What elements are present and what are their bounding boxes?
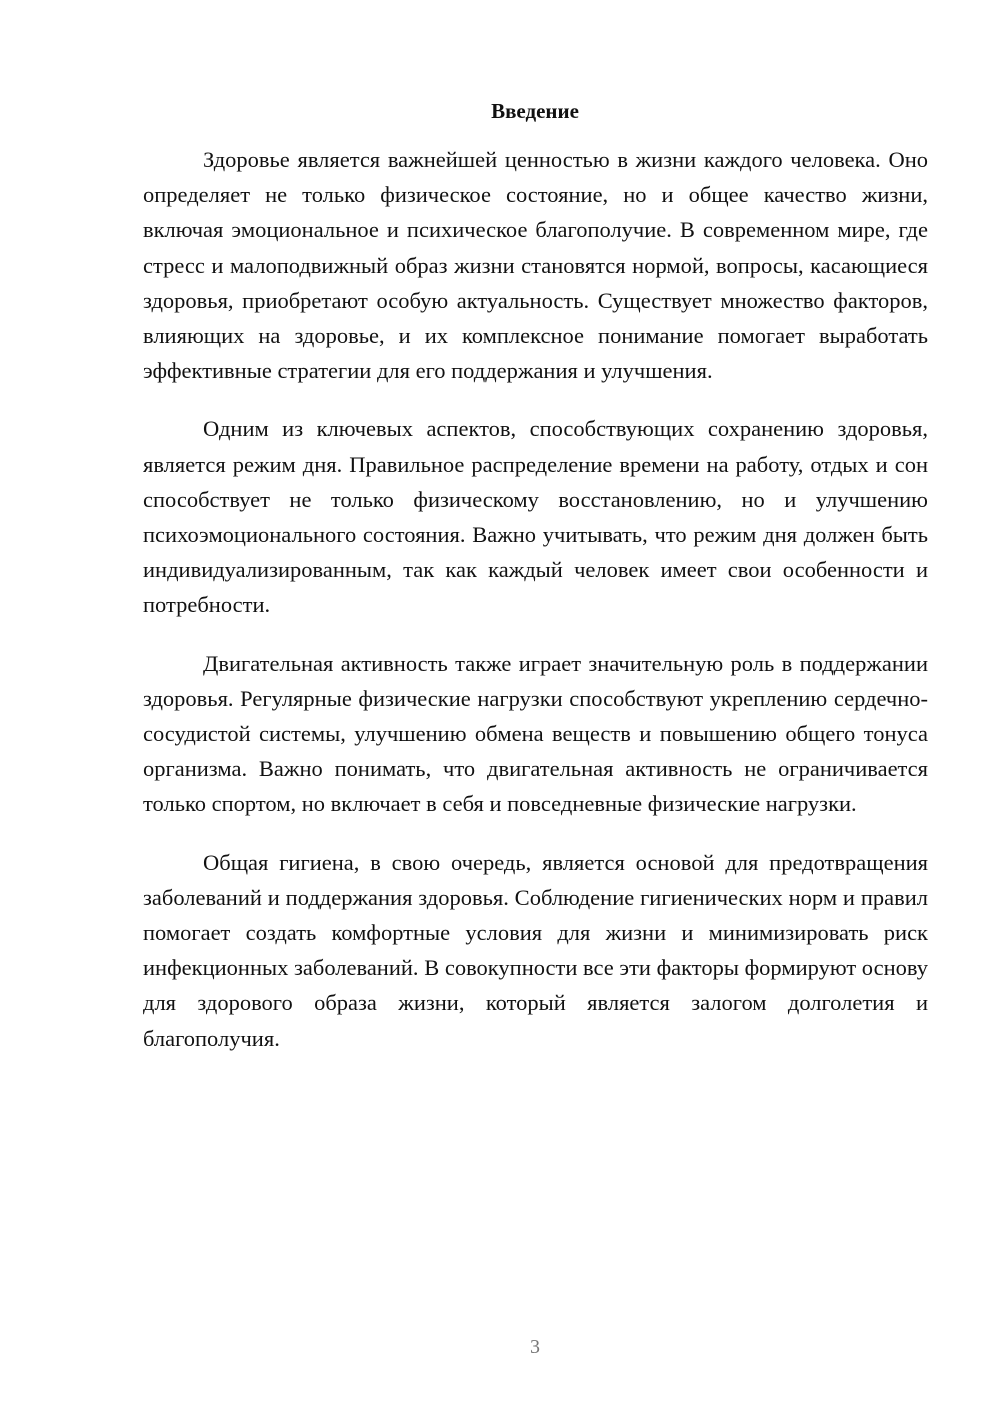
page-number: 3 xyxy=(530,1336,540,1358)
paragraph-hygiene: Общая гигиена, в свою очередь, является основой для предотвращения заболеваний и поддержания здоровья. Соблюдение гигиенических норм и правил помогает создать комфортные условия для жизни и минимизировать риск инфекционных заболеваний. В совокупности все эти факторы формируют основу для здорового образа жизни, который является залогом долголетия и благополучия. xyxy=(143,849,928,1051)
paragraph-physical-activity: Двигательная активность также играет значительную роль в поддержании здоровья. Регулярные физические нагрузки способствуют укреплению сердечно-сосудистой системы, улучшению обмена веществ и повышению общего тонуса организма. Важно понимать, что двигательная активность не ограничивается только спортом, но включает в себя и повседневные физические нагрузки. xyxy=(143,650,928,817)
page-title: Введение xyxy=(491,99,579,123)
document-body xyxy=(143,142,928,1079)
paragraph-daily-routine: Одним из ключевых аспектов, способствующих сохранению здоровья, является режим дня. Правильное распределение времени на работу, отдых и сон способствует не только физическому восстановлению, но и улучшению психоэмоционального состояния. Важно учитывать, что режим дня должен быть индивидуализированным, так как каждый человек имеет свои особенности и потребности. xyxy=(143,416,928,618)
paragraph-health-value: Здоровье является важнейшей ценностью в жизни каждого человека. Оно определяет не только физическое состояние, но и общее качество жизни, включая эмоциональное и психическое благополучие. В современном мире, где стресс и малоподвижный образ жизни становятся нормой, вопросы, касающиеся здоровья, приобретают особую актуальность. Существует множество факторов, влияющих на здоровье, и их комплексное понимание помогает выработать эффективные стратегии для его поддержания и улучшения. xyxy=(143,147,928,384)
